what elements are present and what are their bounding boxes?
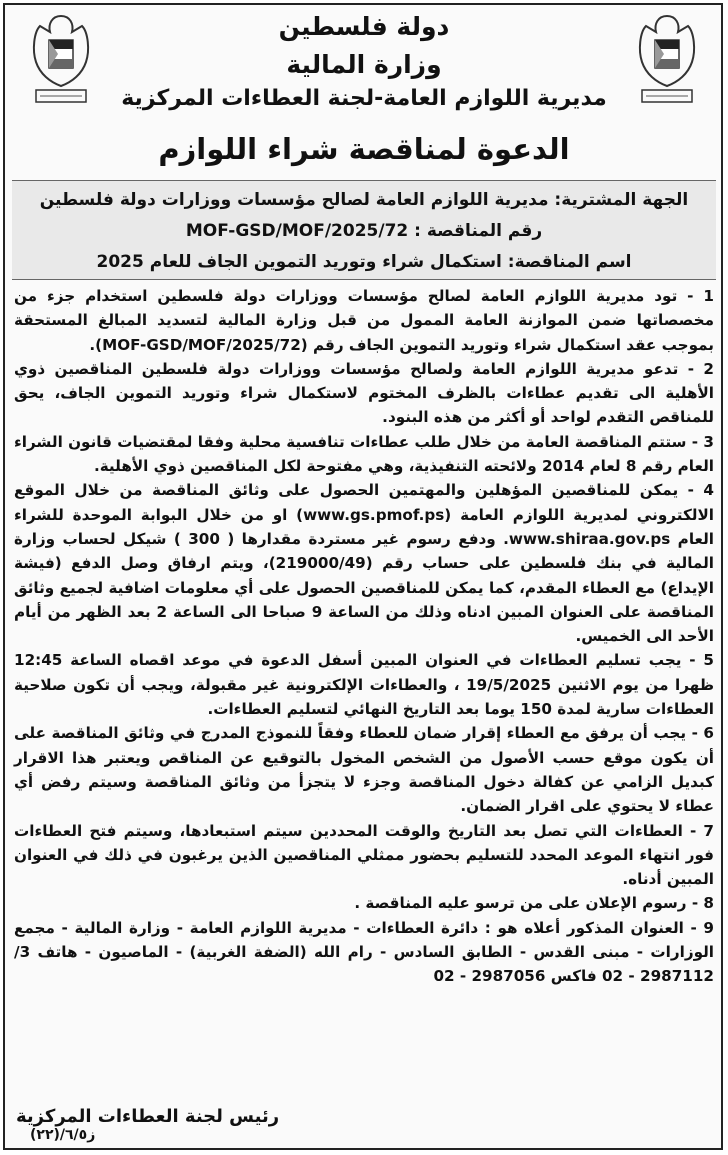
tender-info-box <box>12 180 716 280</box>
clause-1: 1 - تود مديرية اللوازم العامة لصالح مؤسسات ووزارات دولة فلسطين استخدام جزء من مخصصاتها ضمن الموازنة العامة الممول من قبل وزارة المالية لتسديد المبالغ المستحقة بموجب عقد استكمال شراء وتوريد التموين الجاف رقم (MOF-GSD/MOF/2025/72). <box>14 287 714 354</box>
clause-4: 4 - يمكن للمناقصين المؤهلين والمهتمين الحصول على وثائق المناقصة من خلال الموقع الالكتروني لمديرية اللوازم العامة (www.gs.pmof.ps) او من خلال البوابة الموحدة للشراء العام www.shiraa.gov.ps. ودفع رسوم غير مستردة مقدارها ( 300 ) شيكل لحساب وزارة المالية في بنك فلسطين على حساب رقم (219000/49)، ويتم ارفاق وصل الدفع (فيشة الإيداع) مع العطاء المقدم، كما يمكن للمناقصين الحصول على أي معلومات اضافية لجميع وثائق المناقصة على العنوان المبين ادناه وذلك من الساعة 9 صباحا الى الساعة 2 بعد الظهر من أيام الأحد الى الخميس. <box>14 481 714 646</box>
clause-5: 5 - يجب تسليم العطاءات في العنوان المبين أسفل الدعوة في موعد اقصاه الساعة 12:45 ظهرا من يوم الاثنين 19/5/2025 ، والعطاءات الإلكترونية غير مقبولة، ويجب أن تكون صلاحية العطاءات سارية لمدة 150 يوما بعد التاريخ النهائي لتسليم العطاءات. <box>14 651 714 719</box>
header-state: دولة فلسطين <box>278 12 450 41</box>
tender-number-line: رقم المناقصة : MOF-GSD/MOF/2025/72 <box>185 221 543 241</box>
clause-9: 9 - العنوان المذكور أعلاه هو : دائرة العطاءات - مديرية اللوازم العامة - وزارة المالية - مجمع الوزارات - مبنى القدس - الطابق السادس - رام الله (الضفة الغربية) - الماصيون - هاتف 3/ 2987112 - 02 فاكس 2987056 - 02 <box>14 918 714 986</box>
announcement-body <box>14 284 714 989</box>
reference-code: ز٦/٥/(٢٢) <box>30 1127 96 1143</box>
clause-8: 8 - رسوم الإعلان على من ترسو عليه المناقصة . <box>354 894 714 913</box>
page-title: الدعوة لمناقصة شراء اللوازم <box>158 132 570 166</box>
header-directorate: مديرية اللوازم العامة-لجنة العطاءات المركزية <box>121 86 607 111</box>
clause-2: 2 - تدعو مديرية اللوازم العامة ولصالح مؤسسات ووزارات دولة فلسطين المناقصين ذوي الأهلية الى تقديم عطاءات بالظرف المختوم لاستكمال شراء وتوريد التموين الجاف، يحق للمناقص التقدم لواحد أو أكثر من هذه البنود. <box>14 359 714 427</box>
purchaser-line: الجهة المشترية: مديرية اللوازم العامة لصالح مؤسسات ووزارات دولة فلسطين <box>39 190 689 210</box>
clause-7: 7 - العطاءات التي تصل بعد التاريخ والوقت المحددين سيتم استبعادها، وسيتم فتح العطاءات فور انتهاء الموعد المحدد للتسليم بحضور ممثلي المناقصين الذين يرغبون في ذلك في العنوان المبين أدناه. <box>14 821 714 889</box>
clause-6: 6 - يجب أن يرفق مع العطاء إقرار ضمان للعطاء وفقاً للنموذج المدرج في وثائق المناقصة على أن يكون موقع حسب الأصول من الشخص المخول بالتوقيع عن المناقص ويعتبر هذا الاقرار كبديل الزامي عن كفالة دخول المناقصة وجزء لا يتجزأ من وثائق المناقصة وسيتم رفض أي عطاء لا يحتوي على اقرار الضمان. <box>14 724 714 816</box>
tender-name-line: اسم المناقصة: استكمال شراء وتوريد التموين الجاف للعام 2025 <box>96 252 632 272</box>
clause-3: 3 - ستتم المناقصة العامة من خلال طلب عطاءات تنافسية محلية وفقا لمقتضيات قانون الشراء العام رقم 8 لعام 2014 ولائحته التنفيذية، وهي مفتوحة لكل المناقصين ذوي الأهلية. <box>14 432 714 476</box>
signature-line: رئيس لجنة العطاءات المركزية <box>16 1106 280 1127</box>
header-ministry: وزارة المالية <box>286 50 442 79</box>
